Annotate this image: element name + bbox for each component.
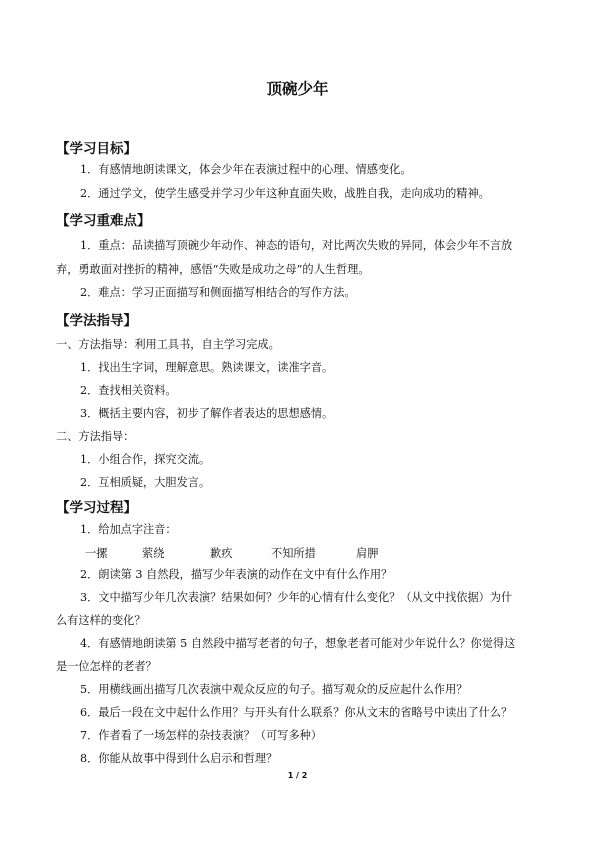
pinyin-word: 萦绕 <box>142 547 165 560</box>
method-part-1-item-2: 2．查找相关资料。 <box>80 384 177 397</box>
objective-item-2: 2．通过学文，使学生感受并学习少年这种直面失败，战胜自我，走向成功的精神。 <box>80 187 490 200</box>
section-heading-keypoints: 【学习重难点】 <box>56 213 151 229</box>
pinyin-word: 肩胛 <box>356 547 379 560</box>
keypoint-item-2: 2．难点：学习正面描写和侧面描写相结合的写作方法。 <box>80 286 356 299</box>
keypoint-item-1-line-2: 弃，勇敢面对挫折的精神，感悟“失败是成功之母”的人生哲理。 <box>56 263 370 276</box>
process-question-2: 2．朗读第 3 自然段，描写少年表演的动作在文中有什么作用？ <box>80 568 393 581</box>
process-question-4-line-2: 是一位怎样的老者？ <box>56 660 157 673</box>
method-part-2-title: 二、方法指导： <box>56 430 135 443</box>
process-question-8: 8．你能从故事中得到什么启示和哲理？ <box>80 752 278 765</box>
process-question-5: 5．用横线画出描写几次表演中观众反应的句子。描写观众的反应起什么作用？ <box>80 683 468 696</box>
method-part-2-item-2: 2．互相质疑，大胆发言。 <box>80 476 211 489</box>
pinyin-word: 一摞 <box>85 547 108 560</box>
pinyin-word: 歉疚 <box>210 547 233 560</box>
method-part-2-item-1: 1．小组合作，探究交流。 <box>80 453 211 466</box>
method-part-1-item-3: 3．概括主要内容，初步了解作者表达的思想感情。 <box>80 407 334 420</box>
page-title: 顶碗少年 <box>266 80 329 98</box>
method-part-1-title: 一、方法指导：利用工具书，自主学习完成。 <box>56 338 280 351</box>
section-heading-objectives: 【学习目标】 <box>56 141 137 157</box>
pinyin-word: 不知所措 <box>271 547 316 560</box>
objective-item-1: 1．有感情地朗读课文，体会少年在表演过程中的心理、情感变化。 <box>80 163 412 176</box>
process-question-6: 6．最后一段在文中起什么作用？与开头有什么联系？你从文末的省略号中读出了什么？ <box>80 706 513 719</box>
page-number: 1 / 2 <box>287 771 308 780</box>
process-question-3-line-1: 3．文中描写少年几次表演？结果如何？少年的心情有什么变化？（从文中找依据）为什 <box>80 591 513 604</box>
process-question-3-line-2: 么有这样的变化？ <box>56 614 146 627</box>
process-question-4-line-1: 4．有感情地朗读第 5 自然段中描写老者的句子，想象老者可能对少年说什么？你觉得这 <box>80 637 516 650</box>
section-heading-process: 【学习过程】 <box>56 500 137 516</box>
section-heading-methods: 【学法指导】 <box>56 313 137 329</box>
keypoint-item-1-line-1: 1．重点：品读描写顶碗少年动作、神态的语句，对比两次失败的异同，体会少年不言放 <box>80 239 513 252</box>
method-part-1-item-1: 1．找出生字词，理解意思。熟读课文，读准字音。 <box>80 361 334 374</box>
process-question-1: 1．给加点字注音： <box>80 523 177 536</box>
process-question-7: 7．作者看了一场怎样的杂技表演？（可写多种） <box>80 729 323 742</box>
